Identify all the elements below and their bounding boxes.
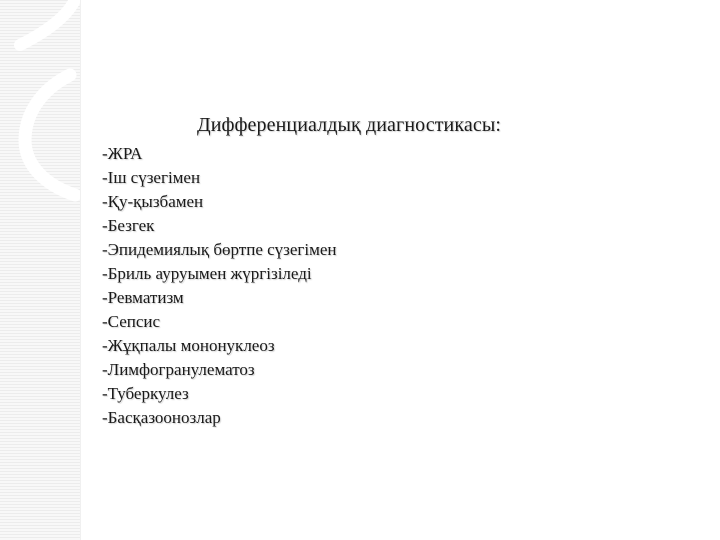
list-item: -Безгек	[102, 216, 155, 235]
list-item: -Қу-қызбамен	[102, 192, 204, 211]
list-item: -Лимфогранулематоз	[102, 360, 255, 379]
list-item: -Ревматизм	[102, 288, 184, 307]
list-item: -Бриль ауруымен жүргізіледі	[102, 264, 312, 283]
list-item: -Эпидемиялық бөртпе сүзегімен	[102, 240, 337, 259]
list-item: -Туберкулез	[102, 384, 189, 403]
differential-diagnosis-list	[102, 142, 337, 430]
list-item: -Жұқпалы мононуклеоз	[102, 336, 275, 355]
list-item: -Іш сүзегімен	[102, 168, 201, 187]
decorative-arcs	[0, 0, 80, 540]
slide-title: Дифференциалдық диагностикасы:	[197, 114, 502, 136]
list-item: -ЖРА	[102, 144, 143, 163]
list-item: -Сепсис	[102, 312, 161, 331]
list-item: -Басқазоонозлар	[102, 408, 221, 427]
